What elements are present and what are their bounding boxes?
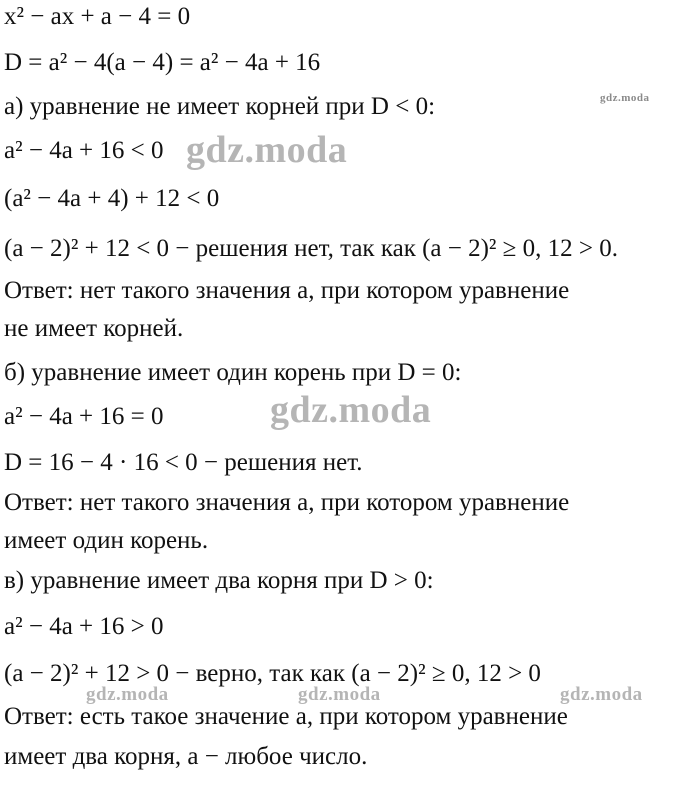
watermark-large: gdz.moda	[186, 129, 348, 171]
case-b-answer-cont: имеет один корень.	[4, 527, 209, 554]
discriminant-line: D = a² − 4(a − 4) = a² − 4a + 16	[4, 49, 321, 76]
watermark-small: gdz.moda	[560, 684, 643, 705]
case-b-equation: a² − 4a + 16 = 0	[4, 403, 164, 430]
watermark-large: gdz.moda	[270, 389, 432, 431]
case-c-heading: в) уравнение имеет два корня при D > 0:	[4, 567, 434, 594]
case-c-answer: Ответ: есть такое значение a, при котором уравнение	[4, 703, 568, 730]
equation-line: x² − ax + a − 4 = 0	[4, 3, 191, 30]
case-a-answer-cont: не имеет корней.	[4, 315, 184, 342]
case-b-discriminant: D = 16 − 4 · 16 < 0 − решения нет.	[4, 449, 363, 476]
watermark-small: gdz.moda	[86, 684, 169, 705]
case-b-heading: б) уравнение имеет один корень при D = 0:	[4, 359, 462, 386]
case-c-inequality: a² − 4a + 16 > 0	[4, 613, 164, 640]
watermark-tiny: gdz.moda	[600, 92, 650, 104]
case-a-grouped: (a² − 4a + 4) + 12 < 0	[4, 185, 220, 212]
case-c-square: (a − 2)² + 12 > 0 − верно, так как (a − 2)² ≥ 0, 12 > 0	[4, 660, 541, 687]
case-a-square: (a − 2)² + 12 < 0 − решения нет, так как (a − 2)² ≥ 0, 12 > 0.	[4, 235, 619, 262]
watermark-small: gdz.moda	[298, 684, 381, 705]
case-a-answer: Ответ: нет такого значения a, при котором уравнение	[4, 277, 570, 304]
case-a-heading: а) уравнение не имеет корней при D < 0:	[4, 93, 436, 120]
case-c-answer-cont: имеет два корня, a − любое число.	[4, 743, 368, 770]
case-a-inequality: a² − 4a + 16 < 0	[4, 137, 164, 164]
case-b-answer: Ответ: нет такого значения a, при котором уравнение	[4, 489, 570, 516]
